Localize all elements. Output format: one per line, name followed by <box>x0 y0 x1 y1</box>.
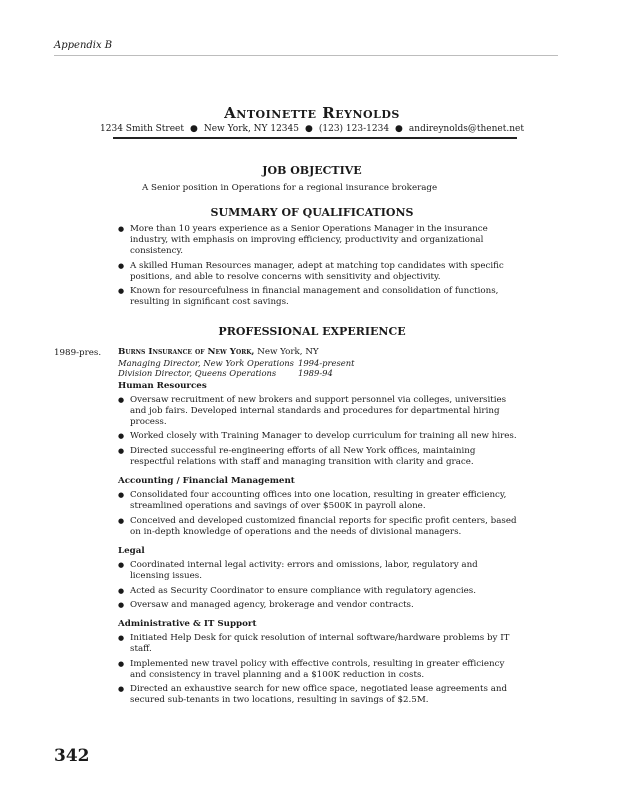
bullet-separator: ● <box>305 124 313 134</box>
summary-heading: SUMMARY OF QUALIFICATIONS <box>210 206 414 219</box>
employment-dates: 1989-pres. <box>54 348 102 358</box>
role-years: 1989-94 <box>298 368 333 379</box>
accounting-list <box>118 490 518 538</box>
list-item: ● Initiated Help Desk for quick resolution of internal software/hardware problems by IT staff. <box>118 633 518 655</box>
summary-block <box>118 224 518 311</box>
company-location: New York, NY <box>257 347 319 357</box>
company-name: Burns Insurance of New York, <box>118 347 255 357</box>
experience-block <box>118 347 518 709</box>
company-line <box>118 347 518 358</box>
list-item: ● More than 10 years experience as a Senior Operations Manager in the insurance industry, with emphasis on improving efficiency, productivity and organizational consistency. <box>118 224 518 258</box>
name-divider <box>113 137 517 139</box>
hr-list <box>118 395 518 468</box>
summary-list <box>118 224 518 308</box>
list-item: ● Directed successful re-engineering efforts of all New York offices, maintaining respectful relations with staff and managing transition with clarity and grace. <box>118 446 518 468</box>
contact-line <box>0 124 624 134</box>
list-item: ● Oversaw recruitment of new brokers and support personnel via colleges, universities and job fairs. Developed internal standards and procedures for departmental hiring process. <box>118 395 518 429</box>
contact-address: 1234 Smith Street <box>100 124 184 134</box>
list-item: ● Worked closely with Training Manager to develop curriculum for training all new hires. <box>118 431 518 442</box>
list-item: ● Directed an exhaustive search for new office space, negotiated lease agreements and secured sub-tenants in two locations, resulting in savings of $2.5M. <box>118 684 518 706</box>
role-title: Division Director, Queens Operations <box>118 368 277 379</box>
list-item: ● Conceived and developed customized financial reports for specific profit centers, based on in-depth knowledge of operations and the needs of divisional managers. <box>118 516 518 538</box>
page-header: Appendix B <box>54 40 113 51</box>
list-item: ● Known for resourcefulness in financial management and consolidation of functions, resulting in significant cost savings. <box>118 286 518 308</box>
header-divider <box>54 55 558 56</box>
list-item: ● Acted as Security Coordinator to ensure compliance with regulatory agencies. <box>118 586 518 597</box>
section-title-accounting: Accounting / Financial Management <box>118 476 295 487</box>
bullet-separator: ● <box>395 124 403 134</box>
bullet-separator: ● <box>190 124 198 134</box>
role-row <box>118 368 518 378</box>
role-years: 1994-present <box>298 358 355 369</box>
page-number: 342 <box>54 746 90 766</box>
list-item: ● A skilled Human Resources manager, adept at matching top candidates with specific positions, and able to resolve concerns with sensitivity and objectivity. <box>118 261 518 283</box>
contact-city: New York, NY 12345 <box>203 124 299 134</box>
experience-heading: PROFESSIONAL EXPERIENCE <box>218 325 406 338</box>
admin-list <box>118 633 518 706</box>
list-item: ● Coordinated internal legal activity: errors and omissions, labor, regulatory and licensing issues. <box>118 560 518 582</box>
section-title-hr: Human Resources <box>118 380 207 391</box>
contact-email: andireynolds@thenet.net <box>408 124 524 134</box>
objective-text: A Senior position in Operations for a regional insurance brokerage <box>142 183 438 193</box>
section-title-admin: Administrative & IT Support <box>118 619 257 630</box>
resume-name: Antoinette Reynolds <box>224 104 400 122</box>
role-row <box>118 358 518 368</box>
legal-list <box>118 560 518 611</box>
list-item: ● Implemented new travel policy with effective controls, resulting in greater efficiency and consistency in travel planning and a $100K reduction in costs. <box>118 659 518 681</box>
list-item: ● Consolidated four accounting offices into one location, resulting in greater efficiency, streamlined operations and savings of over $500K in payroll alone. <box>118 490 518 512</box>
list-item: ● Oversaw and managed agency, brokerage and vendor contracts. <box>118 600 518 611</box>
role-title: Managing Director, New York Operations <box>118 358 294 369</box>
section-title-legal: Legal <box>118 546 145 557</box>
contact-phone: (123) 123-1234 <box>318 124 390 134</box>
objective-heading: JOB OBJECTIVE <box>262 164 362 177</box>
